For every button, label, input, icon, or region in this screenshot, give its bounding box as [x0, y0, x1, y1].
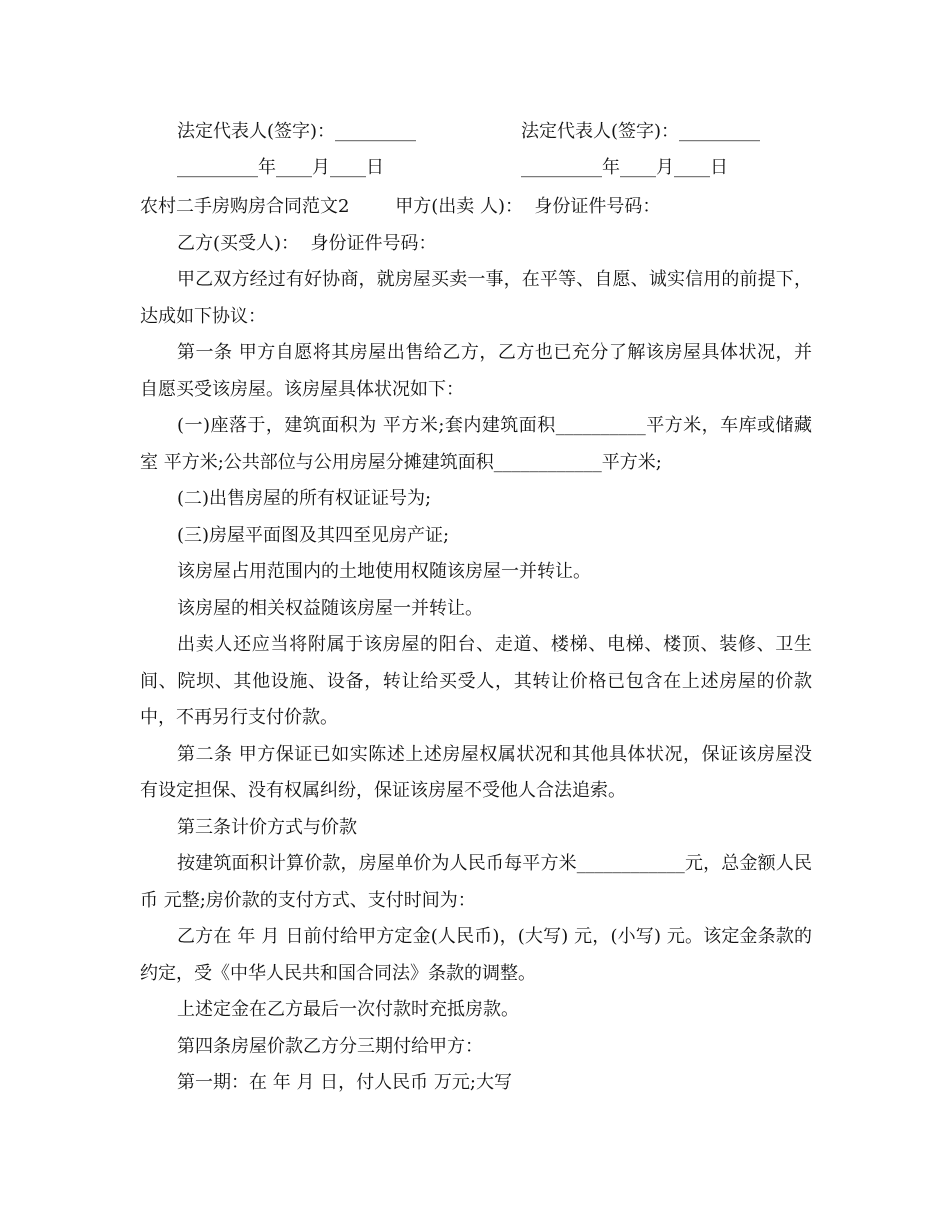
paragraph-deposit: 乙方在 年 月 日前付给甲方定金(人民币)，(大写) 元，(小写) 元。该定金条款的约定，受《中华人民共和国合同法》条款的调整。: [140, 926, 812, 984]
paragraph-item-1: (一)座落于，建筑面积为 平方米;套内建筑面积__________平方米，车库或储藏室 平方米;公共部位与公用房屋分摊建筑面积____________平方米;: [140, 415, 812, 473]
contract-title-line: 农村二手房购房合同范文2 甲方(出卖 人)： 身份证件号码：: [140, 196, 661, 217]
signature-date-row: [0, 153, 950, 183]
paragraph-land-use: 该房屋占用范围内的土地使用权随该房屋一并转让。: [177, 561, 591, 582]
signature-date-right: _________年____月____日: [521, 157, 728, 178]
paragraph-price: 按建筑面积计算价款，房屋单价为人民币每平方米____________元，总金额人民币 元整;房价款的支付方式、支付时间为：: [140, 853, 812, 911]
signature-row: [0, 117, 950, 147]
paragraph-rights: 该房屋的相关权益随该房屋一并转让。: [177, 597, 483, 619]
paragraph-attachments: 出卖人还应当将附属于该房屋的阳台、走道、楼梯、电梯、楼顶、装修、卫生间、院坝、其他设施、设备，转让给买受人，其转让价格已包含在上述房屋的价款中，不再另行支付价款。: [140, 634, 812, 728]
signature-date-left: _________年____月____日: [177, 157, 384, 178]
paragraph-first-installment: 第一期：在 年 月 日，付人民币 万元;大写: [177, 1072, 512, 1093]
legal-representative-signature-right: 法定代表人(签字)：_________: [521, 121, 761, 142]
paragraph-preamble: 甲乙双方经过有好协商，就房屋买卖一事，在平等、自愿、诚实信用的前提下，达成如下协议：: [140, 269, 812, 327]
paragraph-deposit-offset: 上述定金在乙方最后一次付款时充抵房款。: [177, 999, 519, 1020]
paragraph-article-1: 第一条 甲方自愿将其房屋出售给乙方，乙方也已充分了解该房屋具体状况，并自愿买受该房屋。该房屋具体状况如下：: [140, 342, 812, 400]
paragraph-article-4-heading: 第四条房屋价款乙方分三期付给甲方：: [177, 1035, 483, 1057]
contract-body: [140, 189, 812, 1102]
buyer-line: 乙方(买受人)： 身份证件号码：: [177, 232, 437, 254]
paragraph-item-2: (二)出售房屋的所有权证证号为;: [177, 488, 432, 509]
paragraph-item-3: (三)房屋平面图及其四至见房产证;: [177, 524, 450, 546]
paragraph-article-3-heading: 第三条计价方式与价款: [177, 816, 357, 838]
legal-representative-signature-left: 法定代表人(签字)：_________: [177, 121, 417, 142]
paragraph-article-2: 第二条 甲方保证已如实陈述上述房屋权属状况和其他具体状况，保证该房屋没有设定担保、没有权属纠纷，保证该房屋不受他人合法追索。: [140, 743, 812, 801]
